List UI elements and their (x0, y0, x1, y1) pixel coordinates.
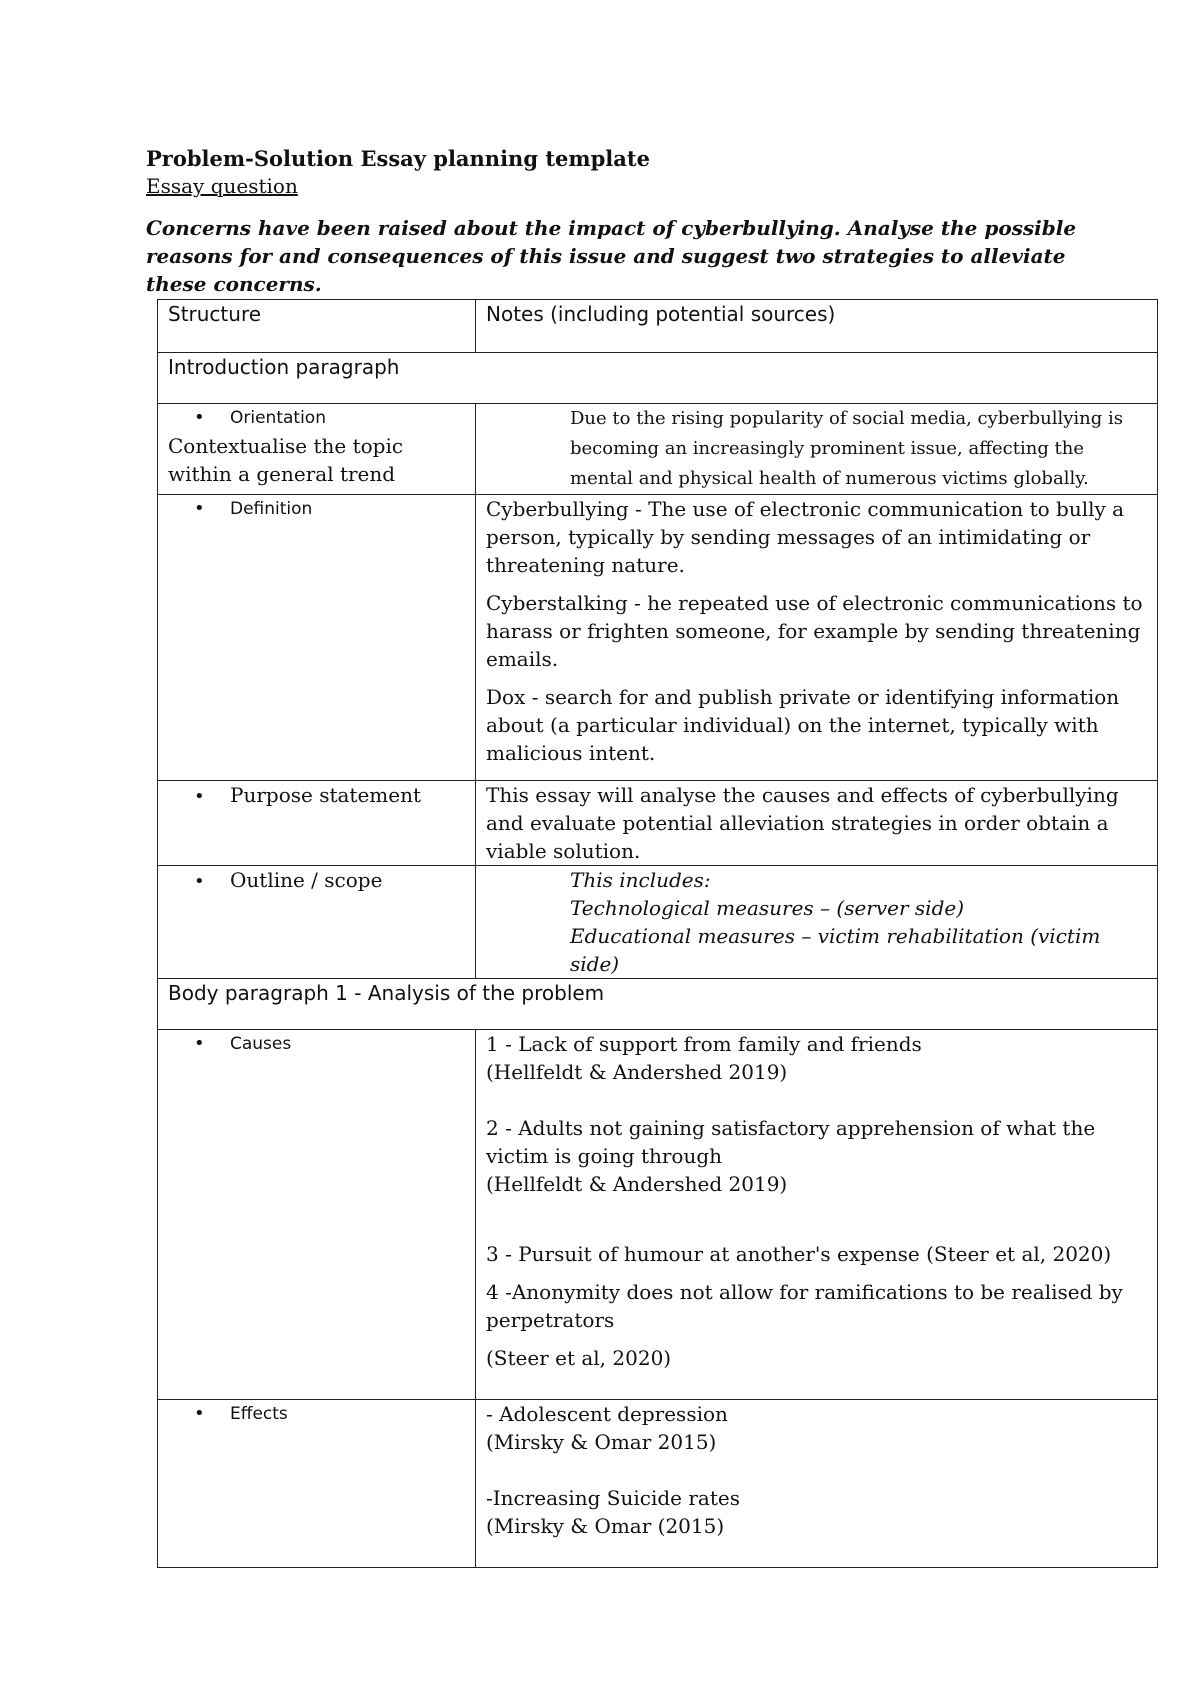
outline-notes (476, 866, 1158, 979)
bullet-icon: • (194, 1033, 205, 1054)
orientation-sublabel: Contextualise the topic within a general trend (168, 434, 404, 486)
cause-source: (Hellfeldt & Andershed 2019) (486, 1060, 788, 1084)
section-row (158, 979, 1158, 1030)
definition-note-cyberbullying: Cyberbullying - The use of electronic communication to bully a person, typically by sending messages of an intimidating or threatening nature. (486, 497, 1125, 577)
orientation-notes (476, 404, 1158, 495)
body1-section-heading: Body paragraph 1 - Analysis of the problem (158, 979, 1158, 1030)
bullet-icon: • (194, 871, 205, 892)
purpose-note: This essay will analyse the causes and effects of cyberbullying and evaluate potential alleviation strategies in order obtain a viable solution. (476, 781, 1158, 866)
notes-header: Notes (including potential sources) (476, 300, 1158, 353)
cause-source: (Steer et al, 2020) (486, 1346, 672, 1370)
cause-note: 3 - Pursuit of humour at another's expense (Steer et al, 2020) (486, 1242, 1112, 1266)
table-row-outline (158, 866, 1158, 979)
outline-line: Educational measures – victim rehabilitation (victim side) (570, 924, 1101, 976)
effects-label: • Effects (168, 1400, 465, 1428)
section-row (158, 353, 1158, 404)
outline-label: • Outline / scope (168, 866, 465, 896)
definition-label: • Definition (168, 495, 465, 523)
effects-notes (476, 1400, 1158, 1568)
outline-cell (158, 866, 476, 979)
table-header-row (158, 300, 1158, 353)
purpose-cell (158, 781, 476, 866)
causes-cell (158, 1030, 476, 1400)
causes-notes (476, 1030, 1158, 1400)
effects-cell (158, 1400, 476, 1568)
intro-section-heading: Introduction paragraph (158, 353, 1158, 404)
purpose-label: • Purpose statement (168, 781, 465, 811)
table-row-orientation (158, 404, 1158, 495)
bullet-icon: • (194, 1403, 205, 1424)
cause-source: (Hellfeldt & Andershed 2019) (486, 1172, 788, 1196)
causes-label: • Causes (168, 1030, 465, 1058)
outline-line: This includes: (570, 868, 711, 892)
essay-prompt: Concerns have been raised about the impact of cyberbullying. Analyse the possible reasons for and consequences of this issue and suggest two strategies to alleviate these concerns. (146, 216, 1077, 296)
structure-header: Structure (158, 300, 476, 353)
table-row-effects (158, 1400, 1158, 1568)
definition-note-dox: Dox - search for and publish private or identifying information about (a particular individual) on the internet, typically with malicious intent. (486, 685, 1120, 765)
essay-question-label: Essay question (146, 174, 298, 198)
bullet-icon: • (194, 498, 205, 519)
planning-table (157, 299, 1158, 1568)
bullet-icon: • (194, 407, 205, 428)
cause-note: 2 - Adults not gaining satisfactory apprehension of what the victim is going through (486, 1116, 1096, 1168)
effect-note: - Adolescent depression (486, 1402, 728, 1426)
effect-source: (Mirsky & Omar (2015) (486, 1514, 725, 1538)
effect-note: -Increasing Suicide rates (486, 1486, 740, 1510)
orientation-note: Due to the rising popularity of social media, cyberbullying is becoming an increasingly prominent issue, affecting the mental and physical health of numerous victims globally. (570, 408, 1123, 489)
page-title: Problem-Solution Essay planning template (146, 146, 650, 171)
definition-cell (158, 495, 476, 781)
cause-note: 4 -Anonymity does not allow for ramifications to be realised by perpetrators (486, 1280, 1123, 1332)
cause-note: 1 - Lack of support from family and friends (486, 1032, 922, 1056)
table-row-causes (158, 1030, 1158, 1400)
definition-note-cyberstalking: Cyberstalking - he repeated use of electronic communications to harass or frighten someone, for example by sending threatening emails. (486, 591, 1143, 671)
table-row-purpose (158, 781, 1158, 866)
orientation-cell (158, 404, 476, 495)
outline-line: Technological measures – (server side) (570, 896, 965, 920)
table-row-definition (158, 495, 1158, 781)
bullet-icon: • (194, 786, 205, 807)
effect-source: (Mirsky & Omar 2015) (486, 1430, 717, 1454)
orientation-label: • Orientation (168, 404, 465, 432)
definition-notes (476, 495, 1158, 781)
